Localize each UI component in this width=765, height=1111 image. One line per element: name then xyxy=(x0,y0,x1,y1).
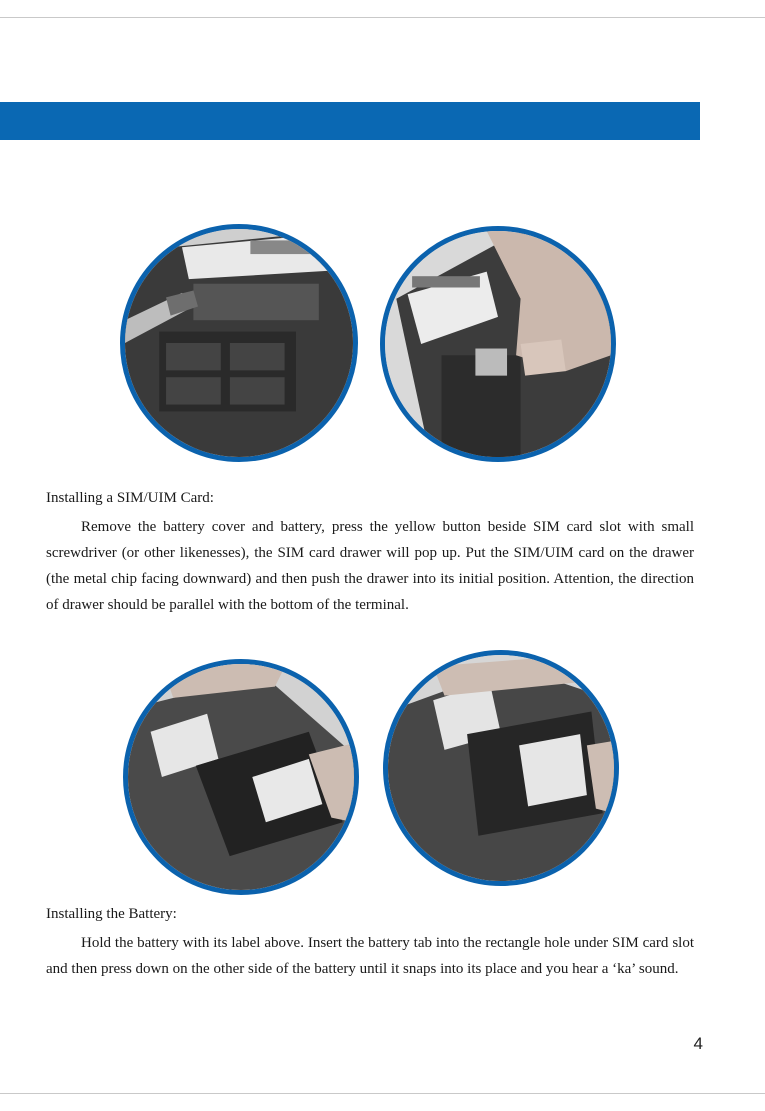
header-banner xyxy=(0,102,700,140)
sim-section-caption: Installing a SIM/UIM Card: xyxy=(46,490,214,506)
battery-press-photo xyxy=(383,650,619,886)
sim-screwdriver-photo xyxy=(120,224,358,462)
bottom-rule xyxy=(0,1093,765,1094)
top-rule xyxy=(0,17,765,18)
battery-section-caption: Installing the Battery: xyxy=(46,906,177,922)
page-number: 4 xyxy=(693,1034,703,1053)
sim-section-body: Remove the battery cover and battery, press the yellow button beside SIM card slot with small screwdriver (or other likenesses), the SIM card drawer will pop up. Put the SIM/UIM card on the drawer (the metal chip facing downward) and then push the drawer into its initial position. Attention, the direction of drawer should be parallel with the bottom of the terminal. xyxy=(46,519,694,613)
battery-insert-photo xyxy=(123,659,359,895)
battery-section-body: Hold the battery with its label above. Insert the battery tab into the rectangle hole under SIM card slot and then press down on the other side of the battery until it snaps into its place and you hear a ‘ka’ sound. xyxy=(46,935,694,977)
sim-drawer-photo xyxy=(380,226,616,462)
